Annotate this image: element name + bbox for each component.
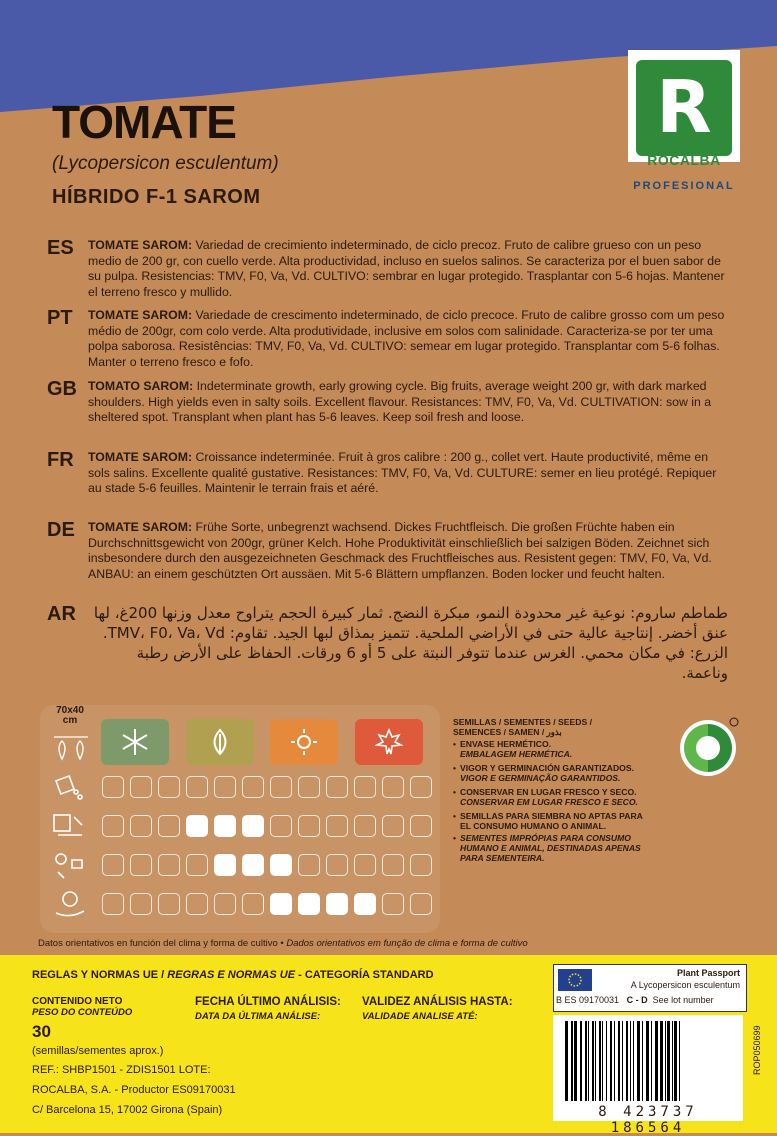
barcode-bar — [679, 1021, 680, 1101]
barcode-bar — [592, 1021, 594, 1101]
month-cell — [270, 854, 292, 876]
regulation: REGLAS Y NORMAS UE / REGRAS E NORMAS UE - CATEGORÍA STANDARD — [32, 969, 434, 981]
snowflake-icon — [121, 728, 149, 756]
month-cell — [214, 776, 236, 798]
lang-code: GB — [47, 378, 77, 400]
month-cell — [410, 815, 432, 837]
product-title: TOMATE — [52, 96, 236, 148]
barcode — [553, 1015, 743, 1136]
barcode-bar — [595, 1021, 596, 1101]
rocalba-logo: R ROCALBA PROFESIONAL — [628, 40, 740, 192]
month-cell — [102, 815, 124, 837]
month-cell — [326, 815, 348, 837]
barcode-bar — [674, 1021, 677, 1101]
month-cell — [186, 776, 208, 798]
barcode-bar — [606, 1021, 607, 1101]
barcode-bar — [574, 1021, 577, 1101]
month-cell — [354, 854, 376, 876]
month-cell — [242, 815, 264, 837]
lot-code: ROP050699 — [752, 1025, 762, 1075]
month-cell — [102, 893, 124, 915]
calendar-row-transplant — [44, 850, 444, 880]
month-cell — [130, 815, 152, 837]
barcode-bar — [642, 1021, 643, 1101]
plant-spacing: 70x40 cm — [56, 705, 84, 726]
month-cell — [382, 893, 404, 915]
barcode-bar — [622, 1021, 623, 1101]
variety-name: HÍBRIDO F-1 SAROM — [52, 186, 261, 208]
analysis-date-label-pt: DATA DA ÚLTIMA ANÁLISE: — [195, 1011, 321, 1022]
month-cell — [130, 893, 152, 915]
month-cell — [410, 893, 432, 915]
month-cell — [242, 893, 264, 915]
barcode-bar — [565, 1021, 568, 1101]
reference-lot: REF.: SHBP1501 - ZDIS1501 LOTE: — [32, 1064, 211, 1076]
month-cell — [382, 815, 404, 837]
month-cell — [382, 854, 404, 876]
month-cell — [298, 776, 320, 798]
content-unit: (semillas/sementes aprox.) — [32, 1045, 164, 1057]
barcode-bar — [614, 1021, 615, 1101]
month-cell — [102, 854, 124, 876]
barcode-bar — [633, 1021, 634, 1101]
leaf-icon — [206, 728, 234, 756]
barcode-bar — [602, 1021, 603, 1101]
lang-code: ES — [47, 237, 74, 259]
month-cell — [186, 854, 208, 876]
footnote: Datos orientativos en función del clima y forma de cultivo • Dados orientativos em função de clima e forma de cultivo — [38, 938, 528, 949]
arabic-text: طماطم ساروم: نوعية غير محدودة النمو، مبكرة النضج. ثمار كبيرة الحجم يتراوح معدل وزنها 200غ، لها عنق أخضر. إنتاجية عالية حتى في الأراضي الملحية. تتميز بمذاق لبها الجيد. تقاوم: TMV، F0، Va، Vd. الزرع: في مكان محمي. الغرس عندما تتوفر النبتة على 5 أو 6 ورقات. الحفاظ على الأرض رطبة وناعمة. — [93, 604, 728, 682]
barcode-bar — [571, 1021, 573, 1101]
barcode-bar — [630, 1021, 631, 1101]
content-label: CONTENIDO NETO — [32, 996, 123, 1007]
month-cell — [270, 776, 292, 798]
barcode-bar — [646, 1021, 649, 1101]
barcode-bar — [672, 1021, 673, 1101]
producer: ROCALBA, S.A. - Productor ES09170031 — [32, 1084, 236, 1096]
lang-code: DE — [47, 519, 75, 541]
month-cell — [354, 893, 376, 915]
month-cell — [186, 815, 208, 837]
month-cell — [214, 854, 236, 876]
brand-tier: PROFESIONAL — [633, 180, 735, 192]
month-cell — [382, 776, 404, 798]
month-cell — [326, 854, 348, 876]
month-cell — [158, 776, 180, 798]
month-cell — [214, 893, 236, 915]
month-cell — [186, 893, 208, 915]
month-cell — [214, 815, 236, 837]
barcode-bar — [667, 1021, 670, 1101]
lang-code: AR — [47, 603, 76, 625]
month-cell — [102, 776, 124, 798]
analysis-date-label: FECHA ÚLTIMO ANÁLISIS: — [195, 996, 341, 1008]
calendar-row-seedbed — [44, 772, 444, 802]
month-cell — [326, 776, 348, 798]
maple-leaf-icon — [375, 728, 403, 756]
barcode-bar — [651, 1021, 652, 1101]
season-spring — [186, 719, 254, 765]
barcode-bar — [660, 1021, 663, 1101]
barcode-number: 8 423737 186564 — [598, 1104, 698, 1136]
barcode-bar — [585, 1021, 587, 1101]
barcode-bar — [618, 1021, 620, 1101]
barcode-bar — [610, 1021, 612, 1101]
latin-name: (Lycopersicon esculentum) — [52, 153, 279, 174]
validity-label: VALIDEZ ANÁLISIS HASTA: — [362, 996, 513, 1008]
month-cell — [354, 815, 376, 837]
month-cell — [298, 854, 320, 876]
lang-code: FR — [47, 449, 74, 471]
calendar-row-protected — [44, 811, 444, 841]
green-dot-recycle-icon — [678, 716, 740, 778]
barcode-bar — [665, 1021, 666, 1101]
content-label-pt: PESO DO CONTEÚDO — [32, 1007, 133, 1018]
address: C/ Barcelona 15, 17002 Girona (Spain) — [32, 1104, 223, 1116]
spacing-plants-icon — [52, 733, 90, 763]
month-cell — [410, 776, 432, 798]
month-cell — [242, 854, 264, 876]
month-cell — [242, 776, 264, 798]
month-cell — [270, 893, 292, 915]
lang-code: PT — [47, 307, 73, 329]
eu-flag-icon — [558, 969, 592, 991]
harvest-hand-icon — [52, 889, 88, 919]
season-summer — [270, 719, 338, 765]
season-winter — [101, 719, 169, 765]
month-cell — [158, 815, 180, 837]
month-cell — [298, 815, 320, 837]
watering-transplant-icon — [52, 850, 88, 880]
barcode-bar — [588, 1021, 589, 1101]
seeds-info: SEMILLAS / SEMENTES / SEEDS / SEMENCES / SAMEN / بذور • ENVASE HERMÉTICO. EMBALAGEM HERMÉTICA. • VIGOR Y GERMINACIÓN GARANTIZADOS. VIGOR E GERMINAÇÃO GARANTIDOS. • CONSERVAR EN LUGAR FRESCO Y SECO. CONSERVAR EM LUGAR FRESCO E SECO. • SEMILLAS PARA SIEMBRA NO APTAS PARA EL CONSUMO HUMANO O ANIMAL. • SEMENTES IMPRÓPIAS PARA CONSUMO HUMANO E ANIMAL, DESTINADAS APENAS PARA SEMENTEIRA. — [453, 717, 643, 863]
month-cell — [270, 815, 292, 837]
protected-sowing-icon — [52, 811, 88, 841]
calendar-row-harvest — [44, 889, 444, 919]
seed-tray-icon — [52, 772, 88, 802]
barcode-bar — [626, 1021, 628, 1101]
plant-passport: Plant Passport A Lycopersicon esculentum B ES 09170031 C - D See lot number — [553, 964, 747, 1012]
month-cell — [158, 893, 180, 915]
barcode-bar — [637, 1021, 640, 1101]
validity-label-pt: VALIDADE ANALISE ATÉ: — [362, 1011, 478, 1022]
barcode-bar — [655, 1021, 658, 1101]
barcode-bar — [580, 1021, 582, 1101]
month-cell — [298, 893, 320, 915]
month-cell — [354, 776, 376, 798]
month-cell — [130, 776, 152, 798]
month-cell — [158, 854, 180, 876]
month-cell — [130, 854, 152, 876]
content-value: 30 — [32, 1022, 51, 1041]
barcode-bar — [599, 1021, 601, 1101]
brand-name: ROCALBA — [647, 152, 721, 168]
month-cell — [326, 893, 348, 915]
season-autumn — [355, 719, 423, 765]
month-cell — [410, 854, 432, 876]
sun-icon — [290, 728, 318, 756]
